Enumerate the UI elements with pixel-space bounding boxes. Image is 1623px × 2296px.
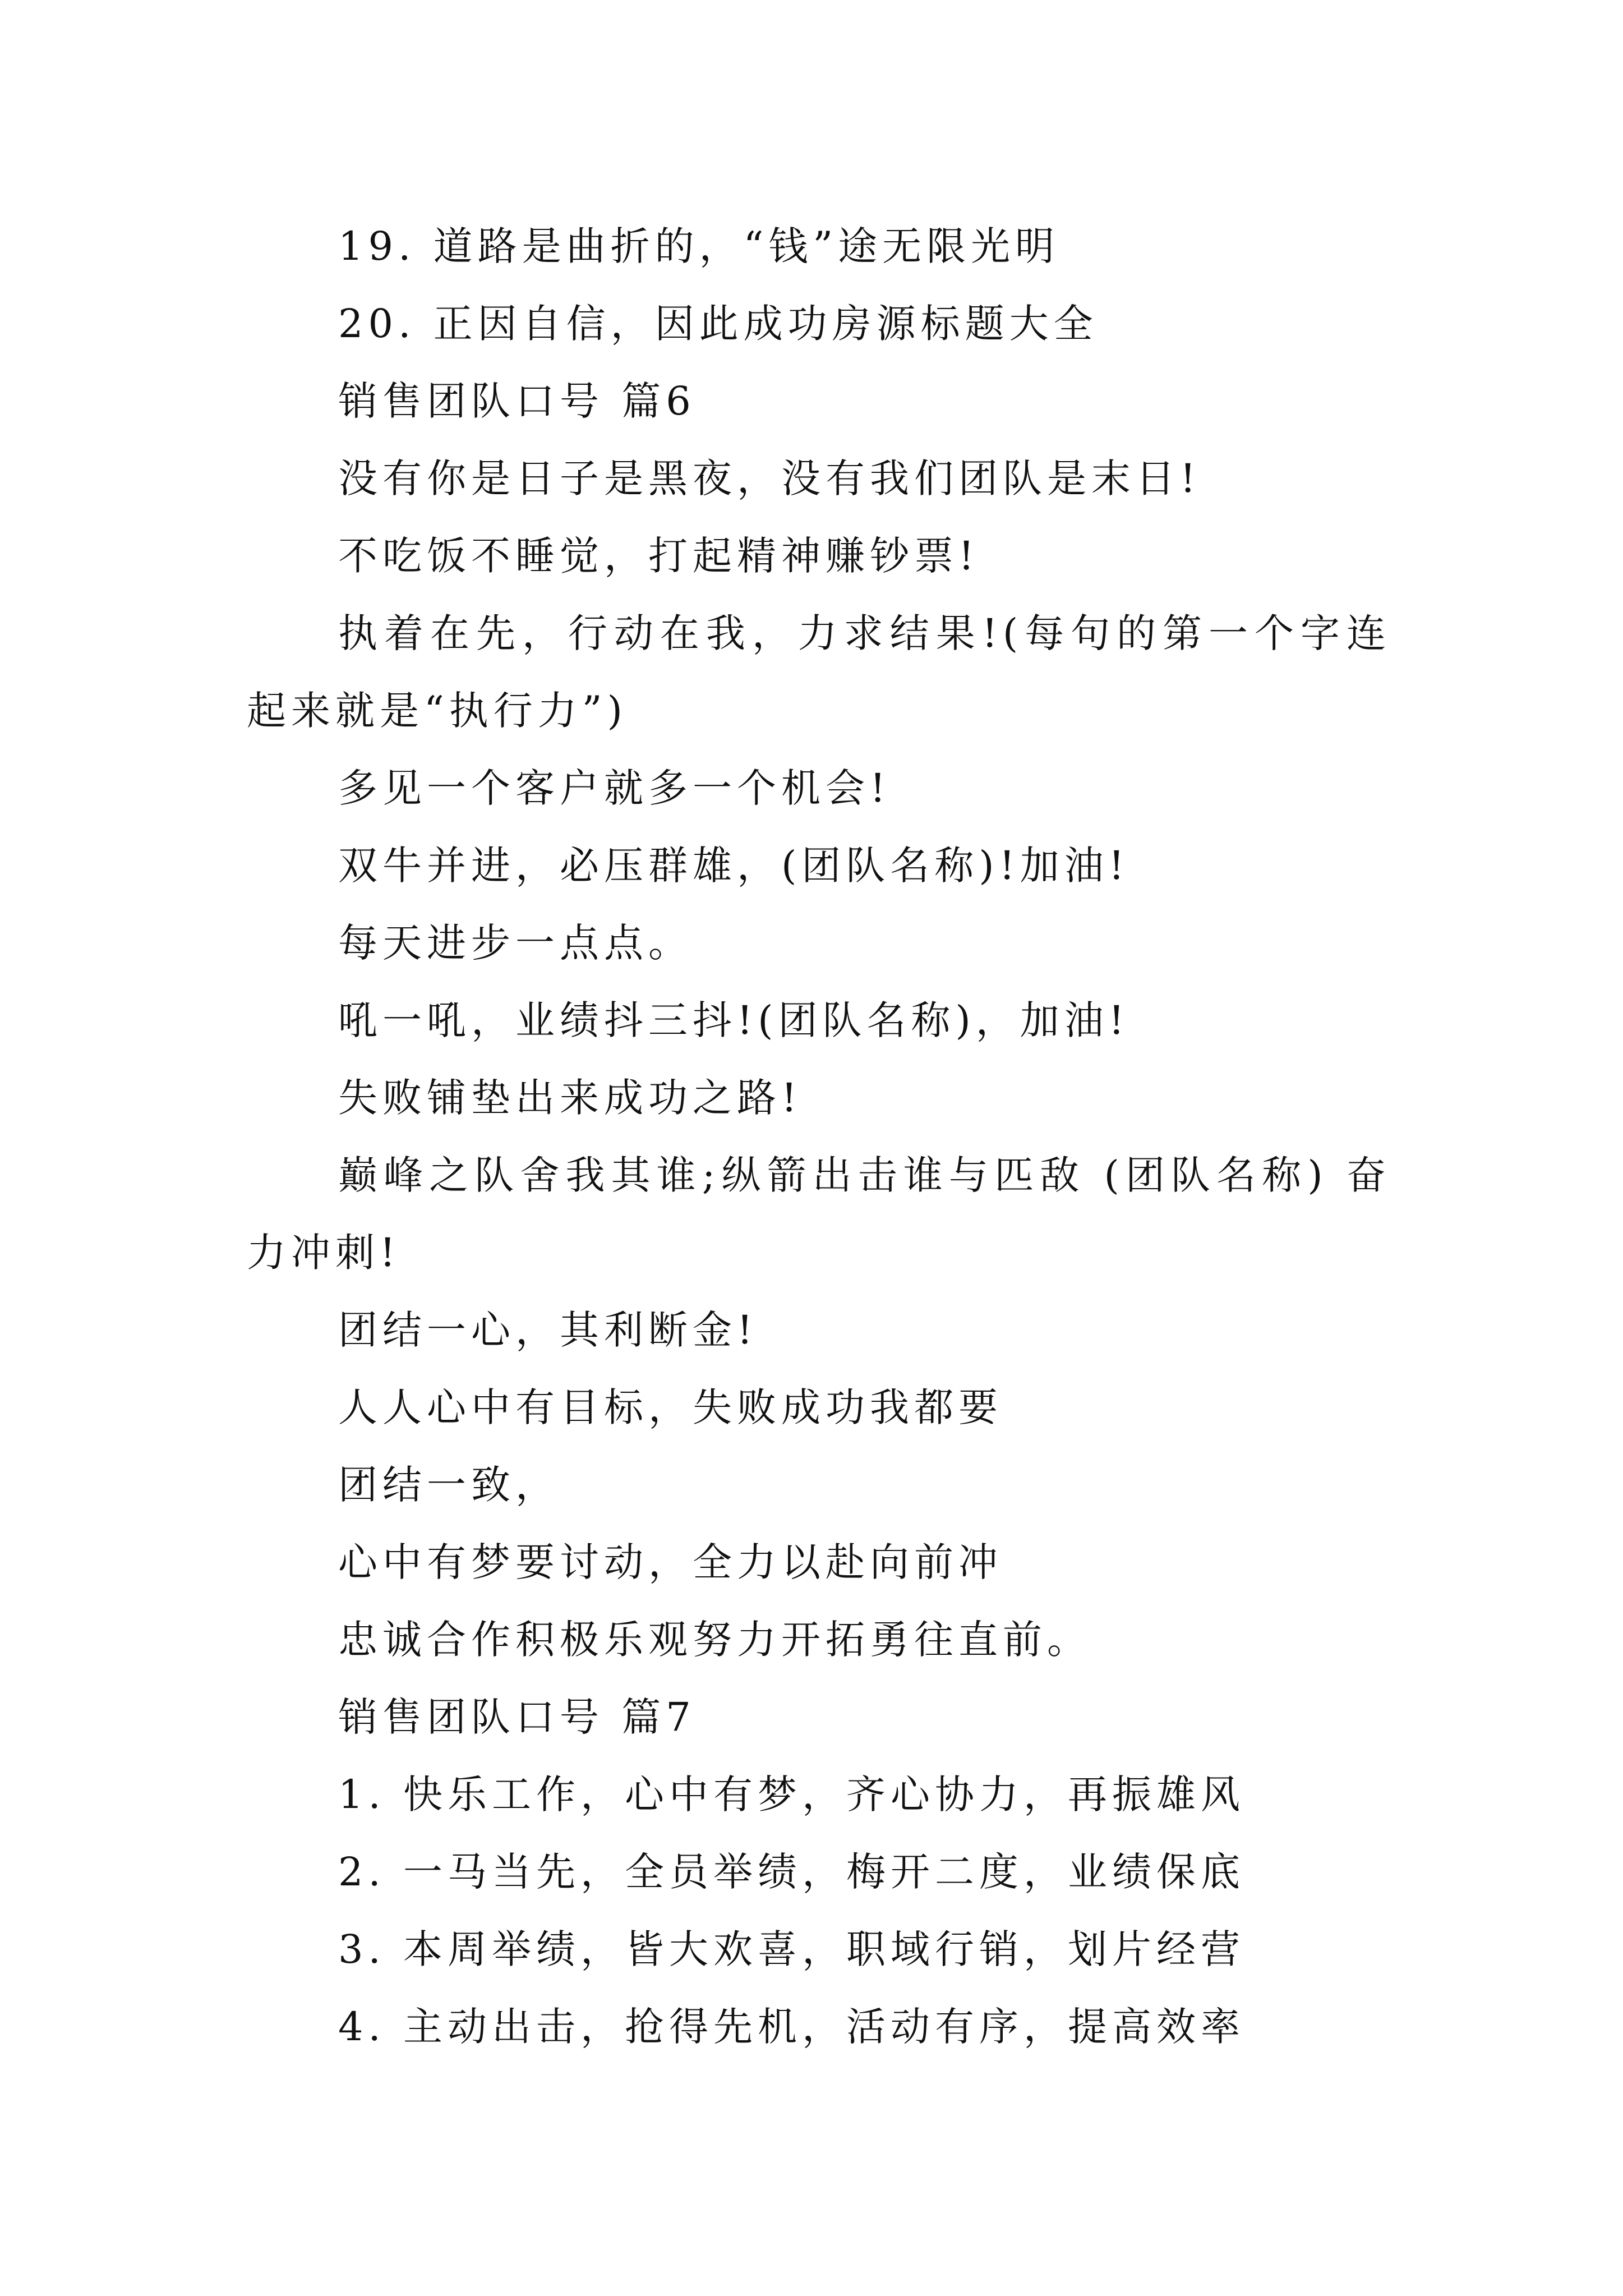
list-item: 人人心中有目标，失败成功我都要 (338, 1384, 1003, 1430)
list-item: 1. 快乐工作，心中有梦，齐心协力，再振雄风 (338, 1772, 1246, 1818)
list-item: 失败铺垫出来成功之路! (338, 1075, 803, 1121)
list-item: 执着在先，行动在我，力求结果!(每句的第一个字连起来就是“执行力”) (247, 610, 1391, 734)
list-item: 没有你是日子是黑夜，没有我们团队是末日! (338, 455, 1201, 501)
list-item: 吼一吼，业绩抖三抖!(团队名称)，加油! (338, 997, 1129, 1043)
list-item: 每天进步一点点。 (338, 920, 693, 966)
section-heading: 销售团队口号 篇7 (338, 1694, 696, 1740)
list-item: 20. 正因自信，因此成功房源标题大全 (338, 301, 1098, 347)
list-item: 团结一致， (338, 1462, 560, 1508)
list-item: 3. 本周举绩，皆大欢喜，职域行销，划片经营 (338, 1926, 1246, 1972)
list-item: 忠诚合作积极乐观努力开拓勇往直前。 (338, 1617, 1091, 1663)
section-heading: 销售团队口号 篇6 (338, 378, 696, 424)
list-item: 双牛并进，必压群雄，(团队名称)!加油! (338, 843, 1129, 889)
list-item: 2. 一马当先，全员举绩，梅开二度，业绩保底 (338, 1849, 1246, 1895)
list-item: 团结一心，其利断金! (338, 1307, 758, 1353)
list-item: 巅峰之队舍我其谁;纵箭出击谁与匹敌 (团队名称) 奋力冲刺! (247, 1152, 1391, 1276)
list-item: 4. 主动出击，抢得先机，活动有序，提高效率 (338, 2004, 1246, 2050)
list-item: 心中有梦要讨动，全力以赴向前冲 (338, 1539, 1003, 1585)
document-body (247, 208, 1391, 2065)
list-item: 多见一个客户就多一个机会! (338, 765, 891, 811)
list-item: 19. 道路是曲折的，“钱”途无限光明 (338, 223, 1060, 269)
list-item: 不吃饭不睡觉，打起精神赚钞票! (338, 533, 980, 579)
